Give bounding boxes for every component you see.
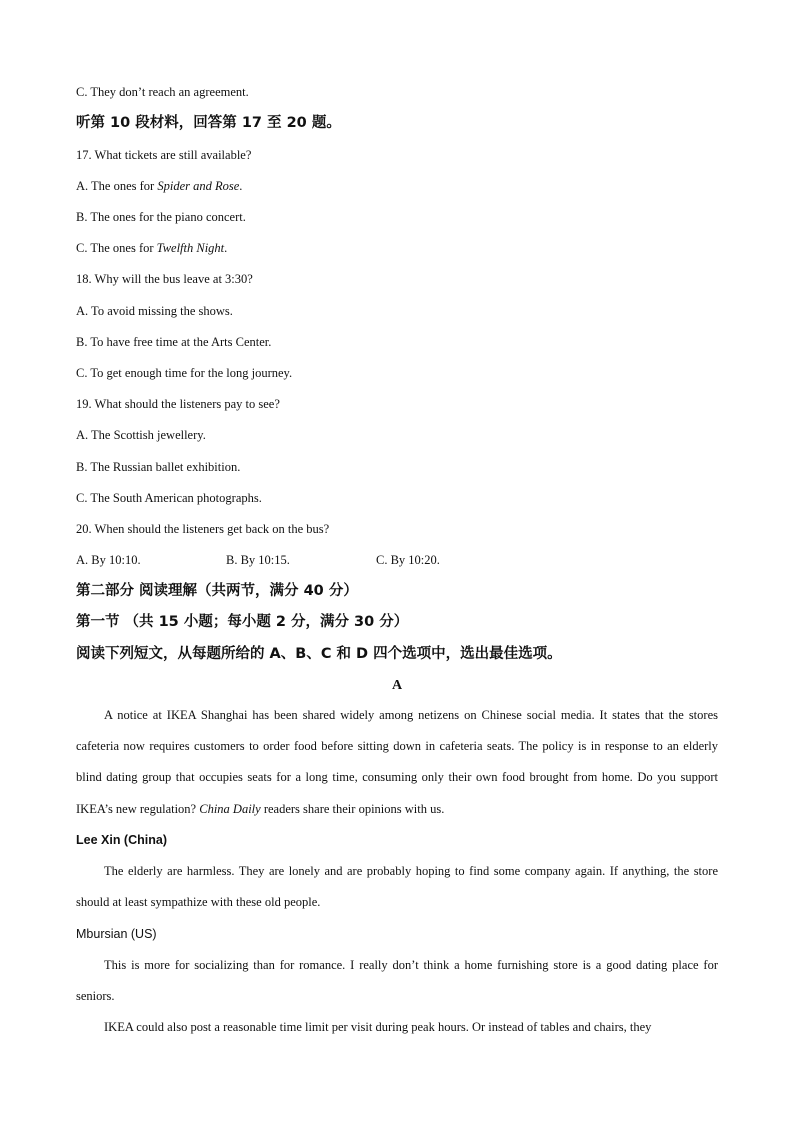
commenter-1-name: Lee Xin (China)	[76, 833, 167, 847]
q20-stem: 20. When should the listeners get back on the bus?	[76, 522, 330, 536]
commenter-2-name: Mbursian (US)	[76, 927, 157, 941]
section10-header: 听第 10 段材料，回答第 17 至 20 题。	[76, 115, 341, 131]
intro-text-end: readers share their opinions with us.	[260, 801, 445, 816]
reading-instruction: 阅读下列短文，从每题所给的 A、B、C 和 D 四个选项中，选出最佳选项。	[76, 646, 562, 662]
q19-option-a: A. The Scottish jewellery.	[76, 428, 206, 442]
q17-a-suffix: .	[239, 179, 243, 193]
comment-2a: This is more for socializing than for romance. I really don’t think a home furnishing store is a good dating place for seniors.	[76, 958, 718, 1004]
q17-c-title: Twelfth Night	[156, 241, 225, 255]
passage-intro	[76, 700, 718, 825]
comment-1: The elderly are harmless. They are lonely and are probably hoping to find some company again. If anything, the store should at least sympathize with these old people.	[76, 864, 718, 910]
q16-option-c: C. They don’t reach an agreement.	[76, 85, 249, 99]
q17-a-title: Spider and Rose	[157, 179, 240, 193]
q17-option-c	[76, 240, 227, 256]
q17-option-a	[76, 178, 242, 194]
q18-option-b: B. To have free time at the Arts Center.	[76, 335, 272, 349]
q19-option-c: C. The South American photographs.	[76, 491, 262, 505]
intro-text: A notice at IKEA Shanghai has been shared widely among netizens on Chinese social media. It states that the stores cafeteria now requires customers to order food before sitting down in cafeteria seats. The policy is in response to an elderly blind dating group that occupies seats for a long time, consuming only their own food brought from home. Do you support IKEA’s new regulation?	[76, 708, 718, 816]
q18-stem: 18. Why will the bus leave at 3:30?	[76, 272, 253, 286]
comment-2b: IKEA could also post a reasonable time limit per visit during peak hours. Or instead of tables and chairs, they	[104, 1020, 652, 1034]
passage-label: A	[391, 678, 403, 693]
intro-publication: China Daily	[199, 801, 261, 816]
q20-option-a: A. By 10:10.	[76, 553, 141, 567]
q19-stem: 19. What should the listeners pay to see?	[76, 397, 280, 411]
q17-option-b: B. The ones for the piano concert.	[76, 210, 246, 224]
q17-stem: 17. What tickets are still available?	[76, 148, 252, 162]
q18-option-a: A. To avoid missing the shows.	[76, 304, 233, 318]
section1-header: 第一节 （共 15 小题；每小题 2 分，满分 30 分）	[76, 614, 409, 630]
q18-option-c: C. To get enough time for the long journey.	[76, 366, 293, 380]
q17-a-prefix: A. The ones for	[76, 179, 158, 193]
q20-option-c: C. By 10:20.	[376, 553, 440, 567]
q20-options	[76, 552, 440, 568]
part2-header: 第二部分 阅读理解（共两节，满分 40 分）	[76, 583, 358, 599]
q17-c-suffix: .	[224, 241, 228, 255]
q20-option-b: B. By 10:15.	[226, 553, 290, 567]
q19-option-b: B. The Russian ballet exhibition.	[76, 460, 241, 474]
q17-c-prefix: C. The ones for	[76, 241, 157, 255]
